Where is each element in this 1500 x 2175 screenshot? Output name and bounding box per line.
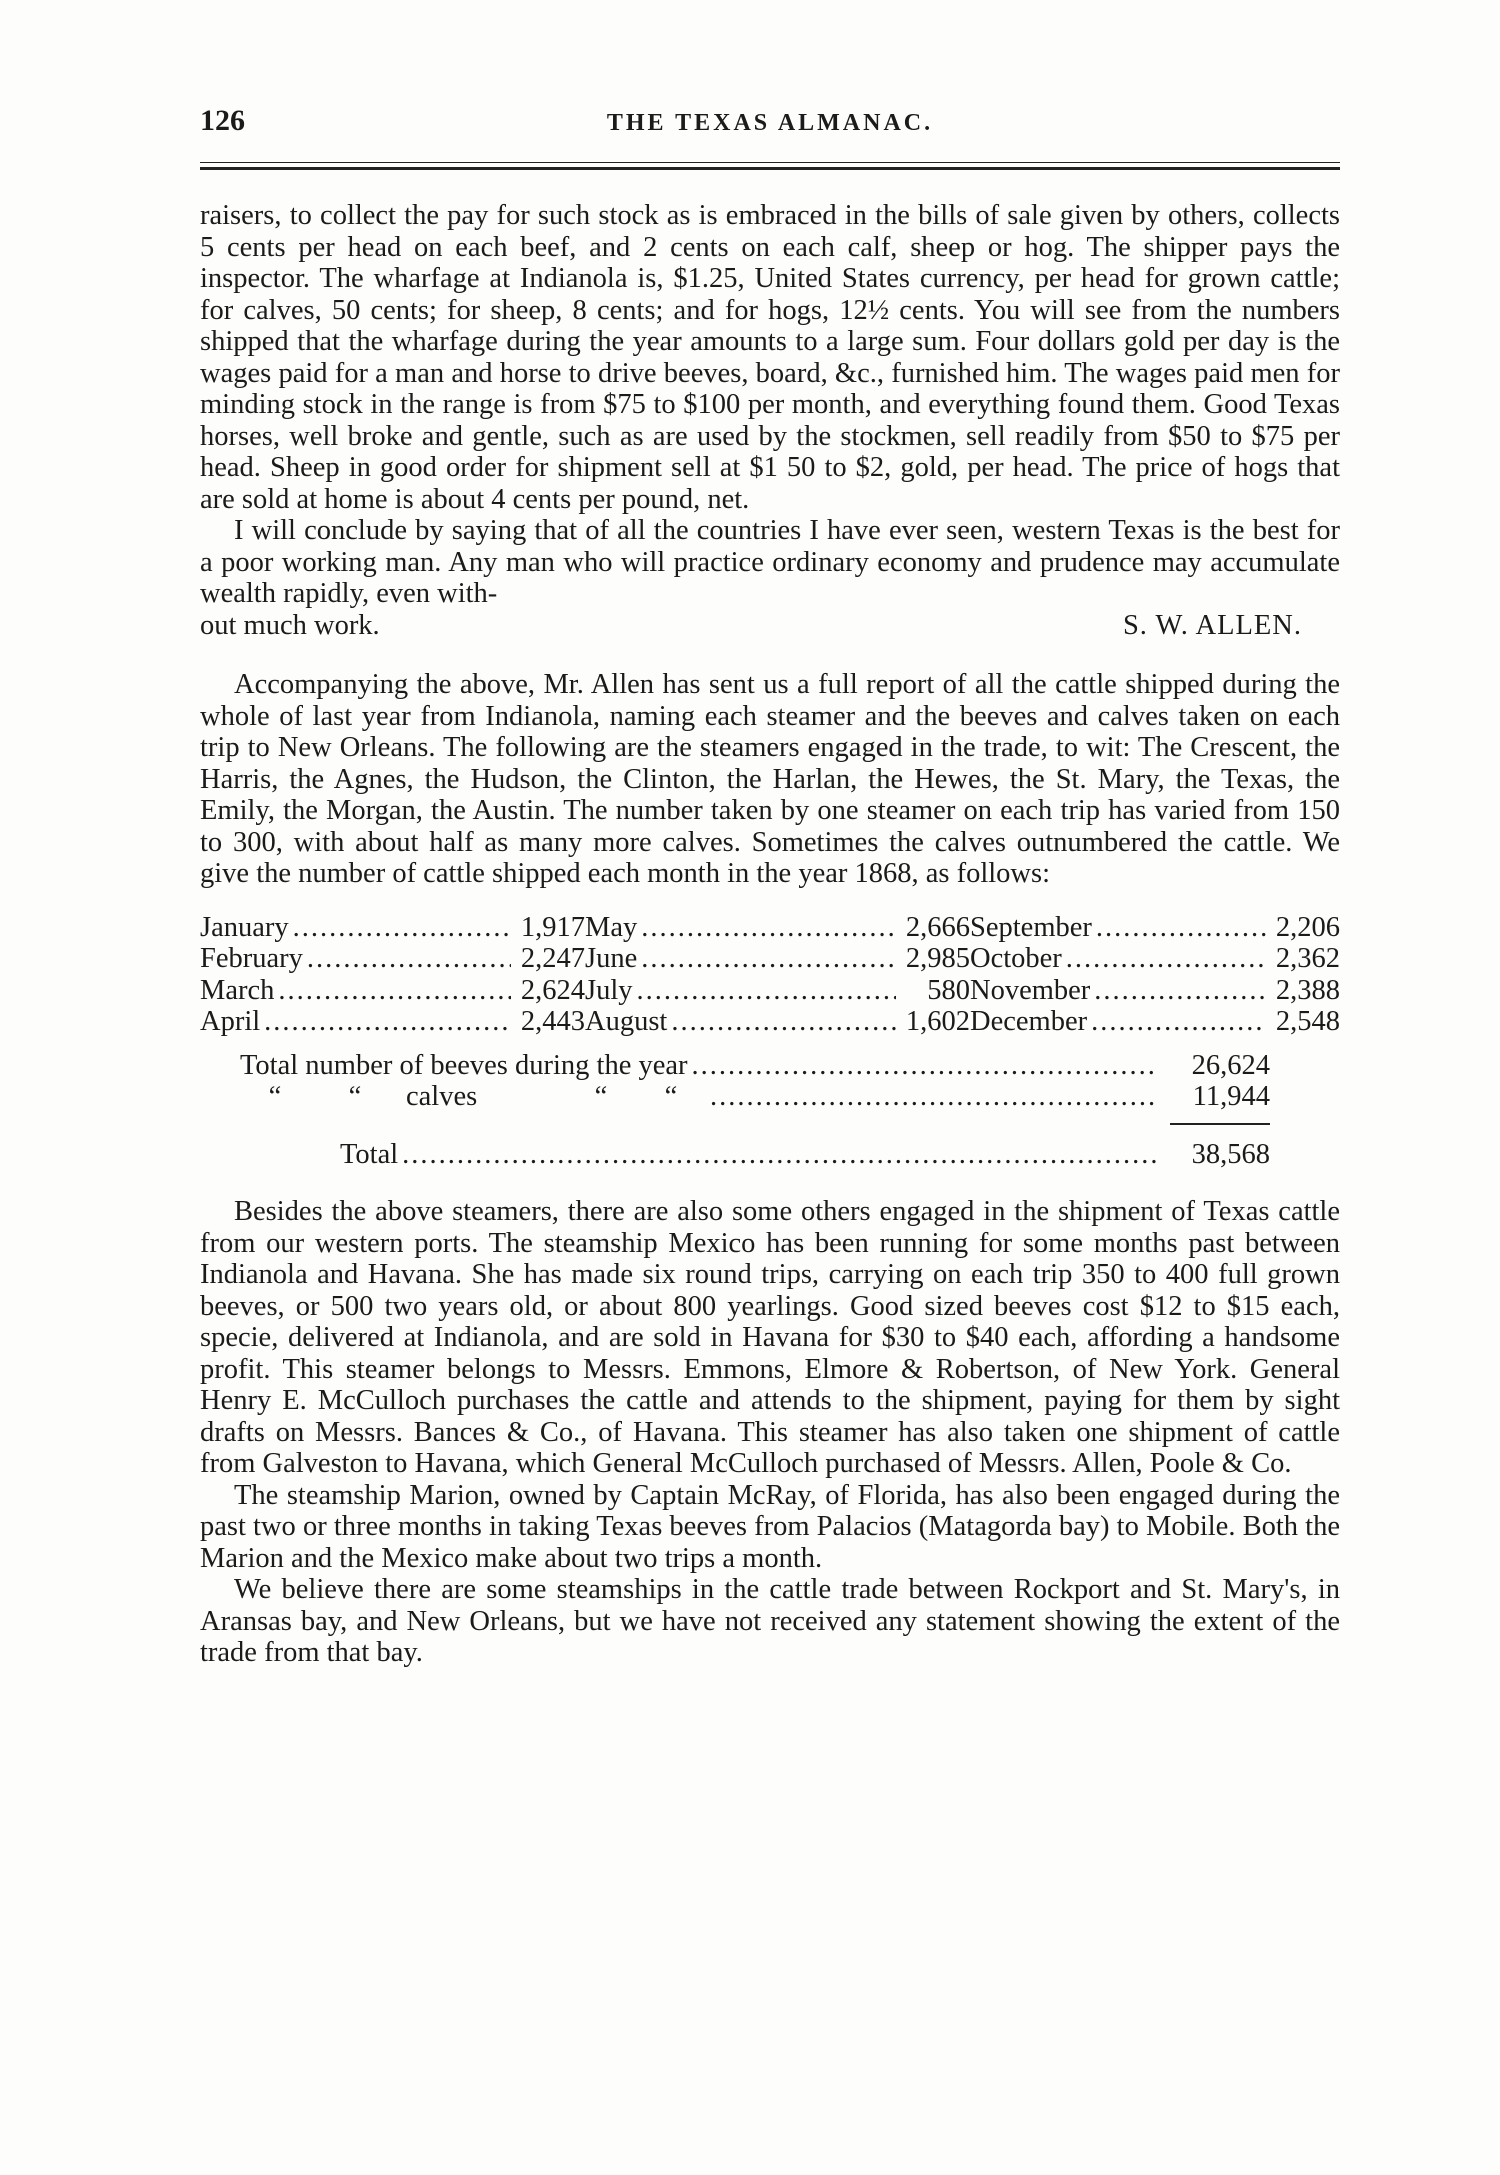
beeves-total-label: Total number of beeves during the year xyxy=(240,1049,688,1081)
month-name: February xyxy=(200,943,303,974)
page-header xyxy=(200,100,1340,150)
month-entry xyxy=(585,943,970,975)
closing-paragraph: Besides the above steamers, there are also some others engaged in the shipment of Texas cattle from our western ports. The steamship Mexico has been running for some months past between Indianola and Havana. She has made six round trips, carrying on each trip 350 to 400 full grown beeves, or 500 two years old, or about 800 yearlings. Good sized beeves cost $12 to $15 each, specie, delivered at Indianola, and are sold in Havana for $30 to $40 each, affording a handsome profit. This steamer belongs to Messrs. Emmons, Elmore & Robertson, of New York. General Henry E. McCulloch purchases the cattle and attends to the shipment, paying for them by sight drafts on Messrs. Bances & Co., of Havana. This steamer has also taken one shipment of cattle from Galveston to Havana, which General McCulloch purchased of Messrs. Allen, Poole & Co. xyxy=(200,1196,1340,1479)
month-count: 2,985 xyxy=(905,943,970,974)
totals-table xyxy=(200,1050,1340,1171)
closing-section xyxy=(200,1196,1340,1669)
closing-fragment: out much work. xyxy=(200,609,380,641)
ditto-mark: “ xyxy=(594,1081,608,1112)
month-count: 580 xyxy=(927,974,970,1006)
letter-paragraph: raisers, to collect the pay for such stock as is embraced in the bills of sale given by others, collects 5 cents per head on each beef, and 2 cents on each calf, sheep or hog. The shipper pays the inspector. The wharfage at Indianola is, $1.25, United States currency, per head for grown cattle; for calves, 50 cents; for sheep, 8 cents; and for hogs, 12½ cents. You will see from the numbers shipped that the wharfage during the year amounts to a large sum. Four dollars gold per day is the wages paid for a man and horse to drive beeves, board, &c., furnished him. The wages paid men for minding stock in the range is from $75 to $100 per month, and everything found them. Good Texas horses, well broke and gentle, such as are used by the stockmen, sell readily from $50 to $75 per head. Sheep in good order for shipment sell at $1 50 to $2, gold, per head. The price of hogs that are sold at home is about 4 cents per pound, net. xyxy=(200,200,1340,515)
letter-paragraph: I will conclude by saying that of all the countries I have ever seen, western Texas is the best for a poor working man. Any man who will practice ordinary economy and prudence may accumulate wealth rapidly, even with- xyxy=(200,515,1340,609)
month-name: December xyxy=(970,1006,1088,1037)
grand-total-value: 38,568 xyxy=(1191,1138,1270,1170)
month-entry xyxy=(970,912,1340,944)
month-count: 1,602 xyxy=(905,1006,970,1037)
month-name: March xyxy=(200,974,275,1006)
page xyxy=(200,100,1340,1669)
calves-label: calves xyxy=(406,1081,478,1112)
monthly-shipments-table xyxy=(200,912,1340,1038)
letter-section xyxy=(200,200,1340,641)
beeves-total-row xyxy=(200,1050,1270,1082)
month-count: 1,917 xyxy=(520,911,585,943)
closing-paragraph: We believe there are some steamships in the cattle trade between Rockport and St. Mary's, in Aransas bay, and New Orleans, but we have not received any statement showing the extent of the trade from that bay. xyxy=(200,1574,1340,1668)
signature: S. W. ALLEN. xyxy=(1122,609,1302,641)
month-count: 2,666 xyxy=(905,911,970,943)
month-entry xyxy=(200,912,585,944)
month-entry xyxy=(585,1006,970,1038)
month-count: 2,362 xyxy=(1275,943,1340,974)
month-name: April xyxy=(200,1006,261,1037)
month-count: 2,548 xyxy=(1275,1006,1340,1037)
intro-paragraph: Accompanying the above, Mr. Allen has sent us a full report of all the cattle shipped during the whole of last year from Indianola, naming each steamer and the beeves and calves taken on each trip to New Orleans. The following are the steamers engaged in the trade, to wit: The Crescent, the Harris, the Agnes, the Hudson, the Clinton, the Harlan, the Hewes, the St. Mary, the Texas, the Emily, the Morgan, the Austin. The number taken by one steamer on each trip has varied from 150 to 300, with about half as many more calves. Sometimes the calves outnumbered the cattle. We give the number of cattle shipped each month in the year 1868, as follows: xyxy=(200,669,1340,889)
grand-total-label: Total xyxy=(340,1138,399,1170)
page-number: 126 xyxy=(200,104,245,137)
month-entry xyxy=(585,975,970,1007)
total-rule xyxy=(1170,1123,1270,1125)
month-entry xyxy=(585,912,970,944)
beeves-total-value: 26,624 xyxy=(1191,1049,1270,1081)
closing-paragraph: The steamship Marion, owned by Captain McRay, of Florida, has also been engaged during the past two or three months in taking Texas beeves from Palacios (Matagorda bay) to Mobile. Both the Marion and the Mexico make about two trips a month. xyxy=(200,1479,1340,1574)
month-count: 2,206 xyxy=(1275,911,1340,943)
month-name: September xyxy=(970,911,1092,943)
header-rule-thick xyxy=(200,167,1340,170)
ditto-mark: “ xyxy=(664,1081,678,1112)
ditto-mark: “ xyxy=(268,1081,282,1112)
month-entry xyxy=(200,943,585,975)
signature-line xyxy=(200,610,1340,642)
month-entry xyxy=(970,975,1340,1007)
month-name: June xyxy=(585,943,638,974)
month-count: 2,388 xyxy=(1275,974,1340,1006)
month-name: October xyxy=(970,943,1062,974)
month-name: November xyxy=(970,974,1091,1006)
running-title: THE TEXAS ALMANAC. xyxy=(606,110,934,136)
month-name: January xyxy=(200,911,289,943)
month-entry xyxy=(200,1006,585,1038)
month-name: May xyxy=(585,911,638,943)
month-entry xyxy=(200,975,585,1007)
header-rule-thin xyxy=(200,162,1340,163)
month-entry xyxy=(970,1006,1340,1038)
month-name: August xyxy=(585,1006,668,1037)
month-name: July xyxy=(585,974,633,1006)
month-count: 2,247 xyxy=(520,943,585,974)
month-count: 2,443 xyxy=(520,1006,585,1037)
ditto-mark: “ xyxy=(348,1081,362,1112)
grand-total-row xyxy=(200,1139,1270,1171)
calves-total-value: 11,944 xyxy=(1192,1081,1270,1112)
month-count: 2,624 xyxy=(520,974,585,1006)
month-entry xyxy=(970,943,1340,975)
calves-total-row xyxy=(200,1081,1270,1113)
